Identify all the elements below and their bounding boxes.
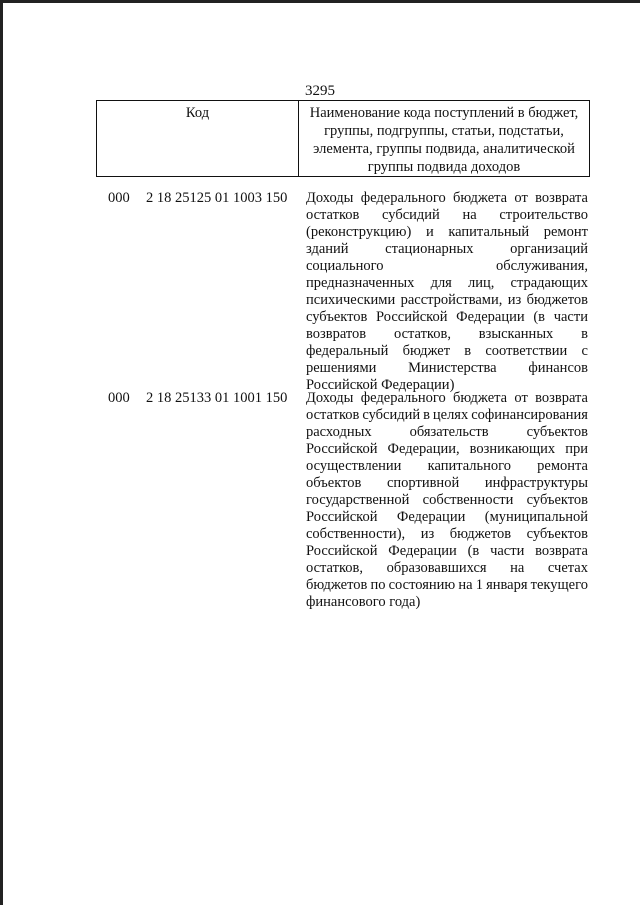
description-word: психическими <box>306 292 396 308</box>
description-line <box>306 258 588 275</box>
description-word: (в <box>533 309 546 325</box>
header-name-line: элемента, группы подвида, аналитической <box>313 141 575 157</box>
description-word: федерального <box>360 390 446 406</box>
budget-code: 2 18 25133 01 1001 150 <box>146 390 288 406</box>
description-line <box>306 509 588 526</box>
description-word: Российской <box>306 441 378 457</box>
description-line <box>306 407 588 424</box>
description-word: Российской <box>306 543 378 559</box>
description-word: части <box>490 543 525 559</box>
description-line <box>306 190 588 207</box>
description-line <box>306 343 588 360</box>
header-code-label: Код <box>185 105 210 121</box>
description-word: ремонта <box>537 458 588 474</box>
description-word: зданий <box>306 241 349 257</box>
admin-code: 000 <box>108 190 130 206</box>
description-line: финансового года) <box>306 594 421 610</box>
description-word: Федерации, <box>387 441 460 457</box>
header-code-cell <box>97 101 299 177</box>
description-word: по <box>370 577 386 593</box>
description-word: на <box>458 577 473 593</box>
description-word: федеральный <box>306 343 389 359</box>
description-line <box>306 441 588 458</box>
entry-description <box>306 390 588 611</box>
description-word: Доходы <box>306 390 354 406</box>
description-word: из <box>507 292 522 308</box>
description-word: бюджета <box>453 190 508 206</box>
description-word: страдающих <box>510 275 588 291</box>
description-word: взысканных <box>478 326 554 342</box>
description-word: на <box>462 207 477 223</box>
description-word: бюджетов <box>526 292 588 308</box>
description-word: января <box>486 577 528 593</box>
description-word: субсидий <box>382 207 440 223</box>
description-word: остатков <box>306 407 360 423</box>
description-word: Доходы <box>306 190 354 206</box>
description-word: объектов <box>306 475 362 491</box>
description-word: собственности), <box>306 526 406 542</box>
description-word: возникающих <box>469 441 556 457</box>
description-word: субъектов <box>526 526 588 542</box>
description-word: субъектов <box>526 424 588 440</box>
description-word: (в <box>467 543 480 559</box>
scan-edge-top <box>0 0 640 3</box>
description-line <box>306 390 588 407</box>
scan-edge-left <box>0 0 3 905</box>
budget-code: 2 18 25125 01 1003 150 <box>146 190 288 206</box>
description-line <box>306 577 588 594</box>
header-name-line: группы подвида доходов <box>367 159 521 175</box>
description-line <box>306 526 588 543</box>
description-word: возврата <box>535 390 588 406</box>
description-word: финансов <box>528 360 588 376</box>
description-word: (муниципальной <box>484 509 588 525</box>
description-line <box>306 458 588 475</box>
description-word: капитальный <box>448 224 530 240</box>
description-word: строительство <box>499 207 588 223</box>
header-name-line: Наименование кода поступлений в бюджет, <box>309 105 579 121</box>
description-line <box>306 475 588 492</box>
description-word: софинансирования <box>471 407 588 423</box>
description-word: возврата <box>535 543 588 559</box>
entry-description <box>306 190 588 394</box>
description-word: Федерации <box>388 543 457 559</box>
description-line <box>306 326 588 343</box>
description-word: социального <box>306 258 384 274</box>
description-line <box>306 275 588 292</box>
description-line <box>306 224 588 241</box>
description-word: собственности <box>422 492 514 508</box>
description-word: обслуживания, <box>495 258 588 274</box>
description-word: в <box>464 343 472 359</box>
description-word: Российской <box>306 509 378 525</box>
description-word: состоянию <box>388 577 456 593</box>
description-word: части <box>553 309 588 325</box>
description-word: в <box>423 407 430 423</box>
description-word: образовавшихся <box>386 560 487 576</box>
description-word: при <box>565 441 588 457</box>
description-word: обязательств <box>409 424 489 440</box>
description-word: возврата <box>535 190 588 206</box>
description-word: решениями <box>306 360 377 376</box>
description-word: текущего <box>530 577 588 593</box>
description-line <box>306 292 588 309</box>
description-line <box>306 241 588 258</box>
description-line <box>306 424 588 441</box>
description-word: ремонт <box>543 224 588 240</box>
description-word: возвратов <box>306 326 367 342</box>
description-line: Российской Федерации) <box>306 377 455 393</box>
description-word: счетах <box>547 560 588 576</box>
description-word: остатков, <box>306 560 363 576</box>
description-word: целях <box>432 407 469 423</box>
description-word: соответствии <box>485 343 568 359</box>
description-word: от <box>514 390 528 406</box>
description-word: с <box>581 343 588 359</box>
description-word: 1 <box>475 577 483 593</box>
description-word: бюджет <box>402 343 451 359</box>
description-word: на <box>510 560 525 576</box>
admin-code: 000 <box>108 390 130 406</box>
description-word: остатков <box>306 207 360 223</box>
description-line <box>306 492 588 509</box>
description-word: от <box>514 190 528 206</box>
description-word: Федерации <box>396 509 466 525</box>
page-number: 3295 <box>305 83 335 99</box>
description-word: субсидий <box>362 407 421 423</box>
header-name-line: группы, подгруппы, статьи, подстатьи, <box>324 123 564 139</box>
description-word: лиц, <box>468 275 495 291</box>
description-word: субъектов <box>526 492 588 508</box>
description-word: инфраструктуры <box>484 475 588 491</box>
header-table <box>96 100 590 177</box>
description-word: расстройствами, <box>400 292 503 308</box>
description-word: из <box>420 526 435 542</box>
description-word: спортивной <box>386 475 460 491</box>
description-word: и <box>425 224 434 240</box>
description-word: бюджета <box>453 390 508 406</box>
description-line <box>306 543 588 560</box>
description-word: осуществлении <box>306 458 402 474</box>
description-word: бюджетов <box>449 526 512 542</box>
description-line <box>306 360 588 377</box>
description-word: Министерства <box>408 360 497 376</box>
description-line <box>306 207 588 224</box>
description-word: стационарных <box>385 241 474 257</box>
header-name-cell <box>299 101 590 177</box>
description-line <box>306 560 588 577</box>
description-word: государственной <box>306 492 410 508</box>
description-word: предназначенных <box>306 275 415 291</box>
description-word: расходных <box>306 424 372 440</box>
description-word: федерального <box>360 190 446 206</box>
description-word: в <box>581 326 588 342</box>
description-word: (реконструкцию) <box>306 224 412 240</box>
description-word: организаций <box>510 241 588 257</box>
description-word: для <box>430 275 452 291</box>
description-line <box>306 309 588 326</box>
description-word: субъектов <box>306 309 368 325</box>
description-word: Федерации <box>456 309 525 325</box>
description-word: капитального <box>427 458 511 474</box>
description-word: Российской <box>376 309 448 325</box>
description-word: бюджетов <box>306 577 368 593</box>
description-word: остатков, <box>393 326 451 342</box>
